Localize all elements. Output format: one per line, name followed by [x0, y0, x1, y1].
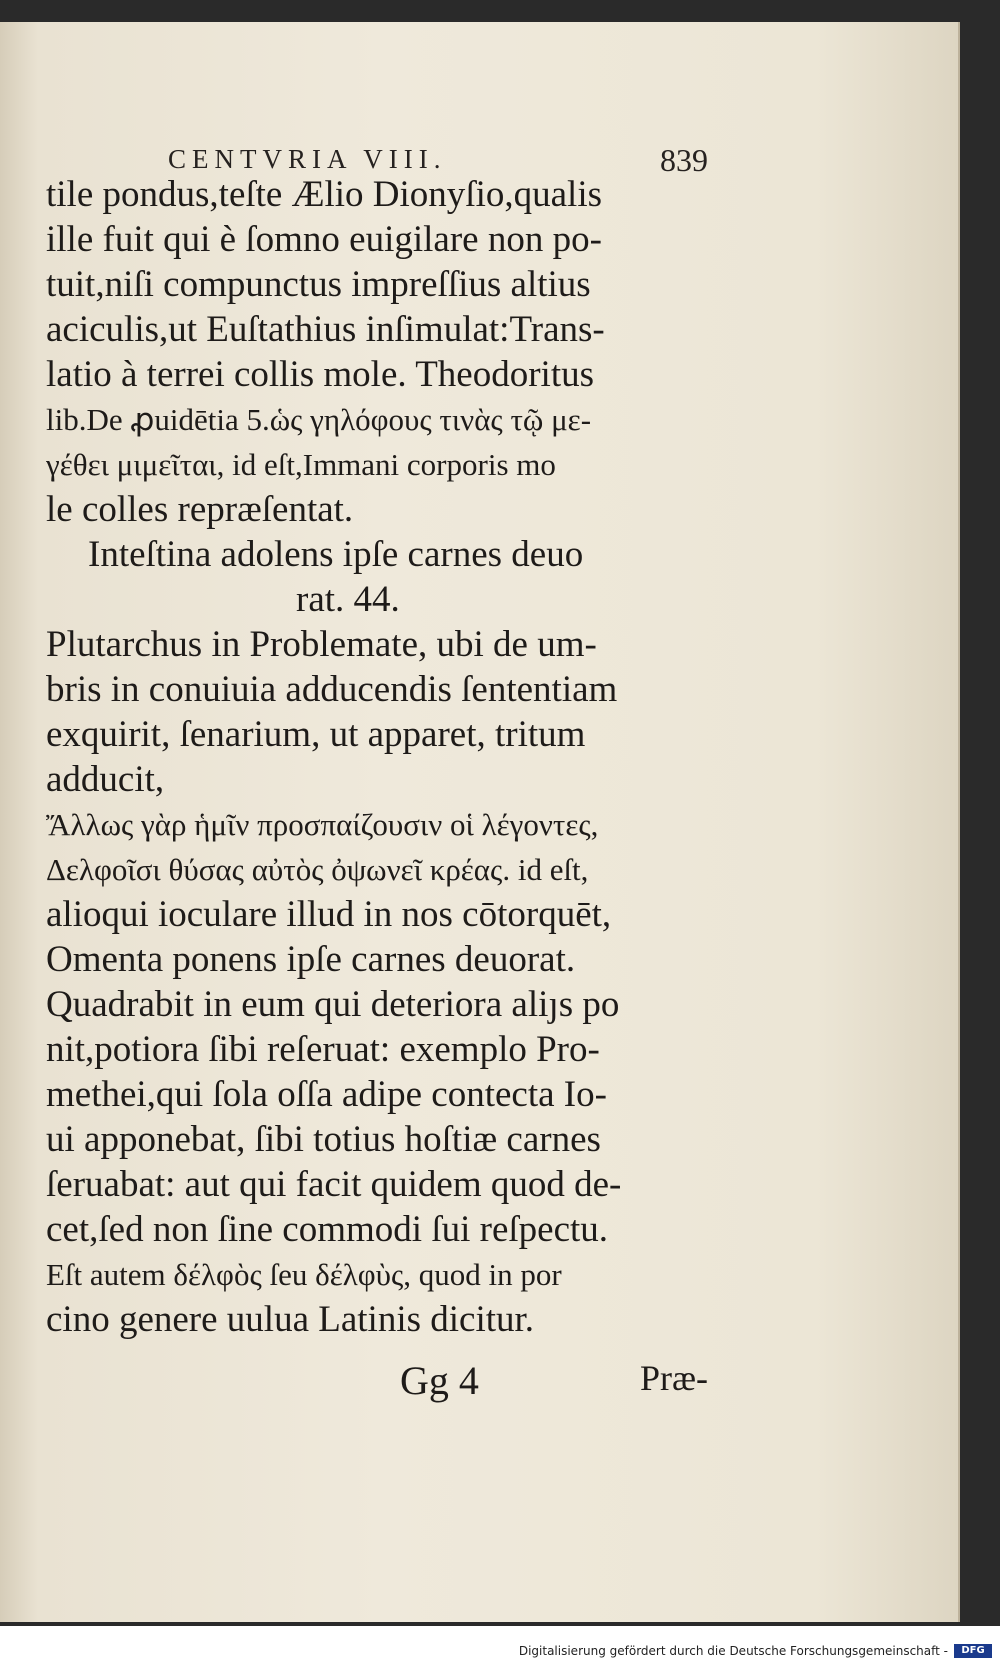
signature-mark: Gg 4 — [400, 1358, 479, 1403]
text-line: ui apponebat, ſibi totius hoſtiæ carnes — [46, 1119, 601, 1160]
dfg-logo: DFG — [954, 1644, 992, 1658]
text-line: lib.De ꝓuidētia 5.ὡς γηλόφους τινὰς τῷ με- — [46, 402, 592, 437]
text-line: cino genere uulua Latinis dicitur. — [46, 1299, 535, 1340]
text-line: Quadrabit in eum qui deteriora aliȷs po — [46, 984, 620, 1025]
page-number: 839 — [660, 142, 708, 178]
text-line: adducit, — [46, 759, 165, 800]
catchword: Præ- — [640, 1358, 709, 1398]
text-line: bris in conuiuia adducendis ſententiam — [46, 669, 618, 710]
body-text — [46, 172, 736, 1342]
text-line: le colles repræſentat. — [46, 489, 354, 530]
greek-quote-line: Ἄλλως γὰρ ἡμῖν προσπαίζουσιν οἱ λέγοντες, — [46, 807, 599, 842]
text-line: tile pondus,teſte Ælio Dionyſio,qualis — [46, 174, 602, 215]
running-head: CENTVRIA VIII. — [168, 144, 447, 174]
adage-heading: Inteſtina adolens ipſe carnes deuo — [88, 534, 584, 575]
text-line: tuit,niſi compunctus impreſſius altius — [46, 264, 591, 305]
text-line: ſeruabat: aut qui facit quidem quod de- — [46, 1164, 622, 1205]
greek-quote-line: Δελφοῖσι θύσας αὐτὸς ὀψωνεῖ κρέας. id eſt, — [46, 852, 589, 887]
text-line: latio à terrei collis mole. Theodoritus — [46, 354, 595, 395]
text-line: cet,ſed non ſine commodi ſui reſpectu. — [46, 1209, 609, 1250]
book-page — [0, 22, 960, 1622]
text-line: nit,potiora ſibi reſeruat: exemplo Pro- — [46, 1029, 600, 1070]
text-line: aciculis,ut Euſtathius inſimulat:Trans- — [46, 309, 605, 350]
text-line: alioqui ioculare illud in nos cōtorquēt, — [46, 894, 612, 935]
text-line: methei,qui ſola oſſa adipe contecta Io- — [46, 1074, 607, 1115]
text-line: γέθει μιμεῖται, id eſt,Immani corporis mo — [46, 447, 556, 482]
text-line: ille fuit qui è ſomno euigilare non po- — [46, 219, 602, 260]
text-line: Plutarchus in Problemate, ubi de um- — [46, 624, 597, 665]
footer-strip — [0, 1626, 1000, 1664]
digitization-credit: Digitalisierung gefördert durch die Deutsche Forschungsgemeinschaft - — [518, 1644, 948, 1658]
adage-heading: rat. 44. — [296, 579, 400, 620]
text-line: Omenta ponens ipſe carnes deuorat. — [46, 939, 576, 980]
text-line: exquirit, ſenarium, ut apparet, tritum — [46, 714, 586, 755]
text-line: Eſt autem δέλφὸς ſeu δέλφὺς, quod in por — [46, 1257, 562, 1292]
